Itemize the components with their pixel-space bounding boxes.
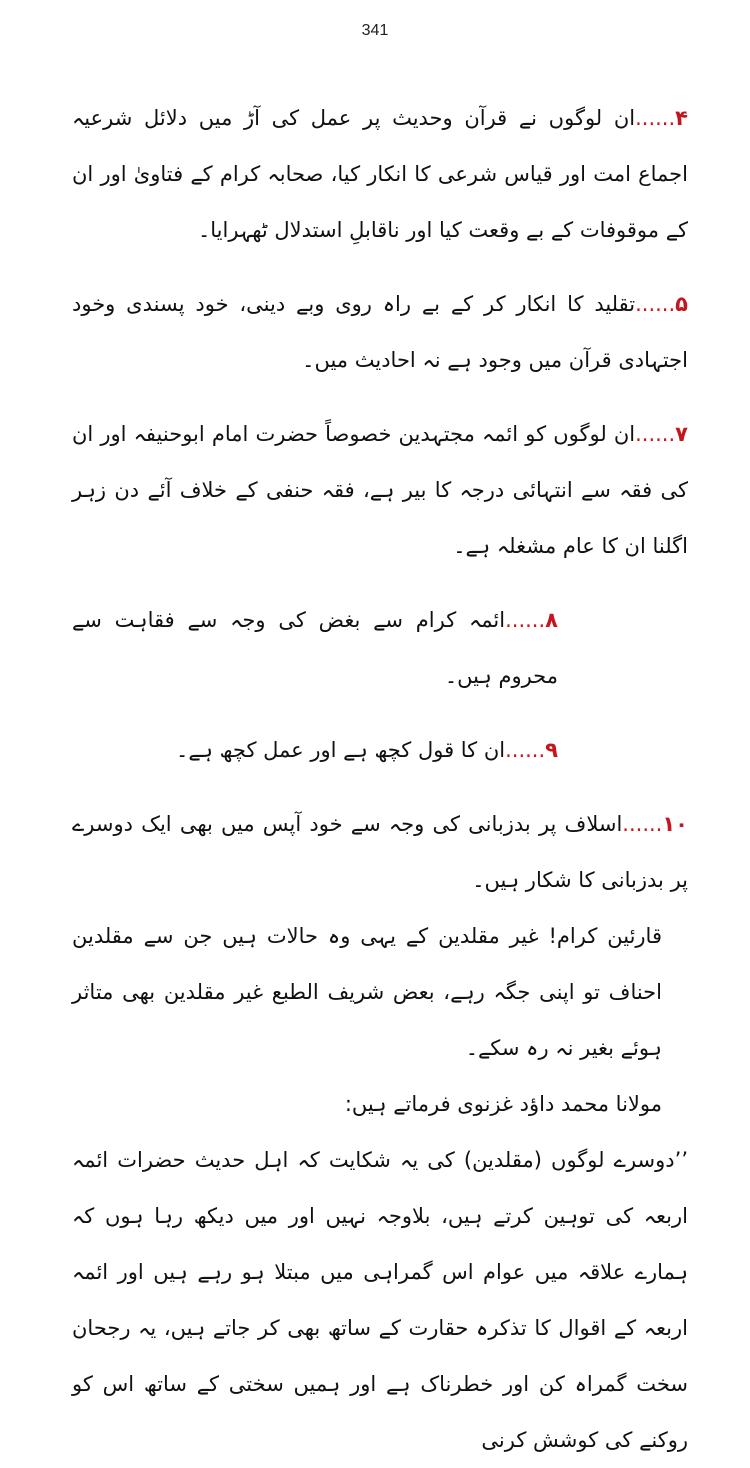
point-text: اسلاف پر بدزبانی کی وجہ سے خود آپس میں بھی ایک دوسرے پر بدزبانی کا شکار ہیں۔	[72, 812, 688, 892]
point-dots: ......	[635, 106, 676, 130]
point-10	[72, 796, 688, 908]
point-7	[72, 406, 688, 574]
point-number: ۱۰	[662, 812, 688, 836]
point-dots: ......	[635, 422, 676, 446]
point-text: ان لوگوں کو ائمہ مجتہدین خصوصاً حضرت امام ابوحنیفہ اور ان کی فقہ سے انتہائی درجہ کا بیر ہے، فقہ حنفی کے خلاف آئے دن زہر اگلنا ان کا عام مشغلہ ہے۔	[72, 422, 688, 558]
author-line: مولانا محمد داؤد غزنوی فرماتے ہیں:	[344, 1092, 662, 1116]
quote-open-mark: ’’	[674, 1148, 688, 1172]
point-number: ۹	[545, 738, 558, 762]
point-number: ۵	[675, 292, 688, 316]
point-dots: ......	[505, 608, 546, 632]
page-number: 341	[361, 22, 389, 39]
point-number: ۷	[675, 422, 688, 446]
point-text: تقلید کا انکار کر کے بے راہ روی وبے دینی، خود پسندی وخود اجتہادی قرآن میں وجود ہے نہ احادیث میں۔	[72, 292, 688, 372]
point-9	[72, 722, 688, 778]
point-4	[72, 90, 688, 258]
point-text: ائمہ کرام سے بغض کی وجہ سے فقاہت سے محروم ہیں۔	[72, 608, 558, 688]
quote-text: دوسرے لوگوں (مقلدین) کی یہ شکایت کہ اہل حدیث حضرات ائمہ اربعہ کی توہین کرتے ہیں، بلاوجہ نہیں اور میں دیکھ رہا ہوں کہ ہمارے علاقہ میں عوام اس گمراہی میں مبتلا ہو رہے ہیں اور ائمہ اربعہ کے اقوال کا تذکرہ حقارت کے ساتھ بھی کر جاتے ہیں، یہ رجحان سخت گمراہ کن اور خطرناک ہے اور ہمیں سختی کے ساتھ اس کو روکنے کی کوشش کرنی	[72, 1148, 688, 1452]
point-dots: ......	[635, 292, 676, 316]
point-8	[72, 592, 688, 704]
point-dots: ......	[622, 812, 663, 836]
point-number: ۸	[545, 608, 558, 632]
point-5	[72, 276, 688, 388]
readers-paragraph: قارئین کرام! غیر مقلدین کے یہی وہ حالات ہیں جن سے مقلدین احناف تو اپنی جگہ رہے، بعض شریف الطبع غیر مقلدین بھی متاثر ہوئے بغیر نہ رہ سکے۔	[72, 924, 662, 1060]
point-dots: ......	[505, 738, 546, 762]
point-number: ۴	[675, 106, 688, 130]
page-body	[72, 90, 688, 1468]
point-text: ان لوگوں نے قرآن وحدیث پر عمل کی آڑ میں دلائل شرعیہ اجماع امت اور قیاس شرعی کا انکار کیا، صحابہ کرام کے فتاویٰ اور ان کے موقوفات کے بے وقعت کیا اور ناقابلِ استدلال ٹھہرایا۔	[72, 106, 688, 242]
point-text: ان کا قول کچھ ہے اور عمل کچھ ہے۔	[176, 738, 506, 762]
quote-paragraph	[72, 1132, 688, 1468]
